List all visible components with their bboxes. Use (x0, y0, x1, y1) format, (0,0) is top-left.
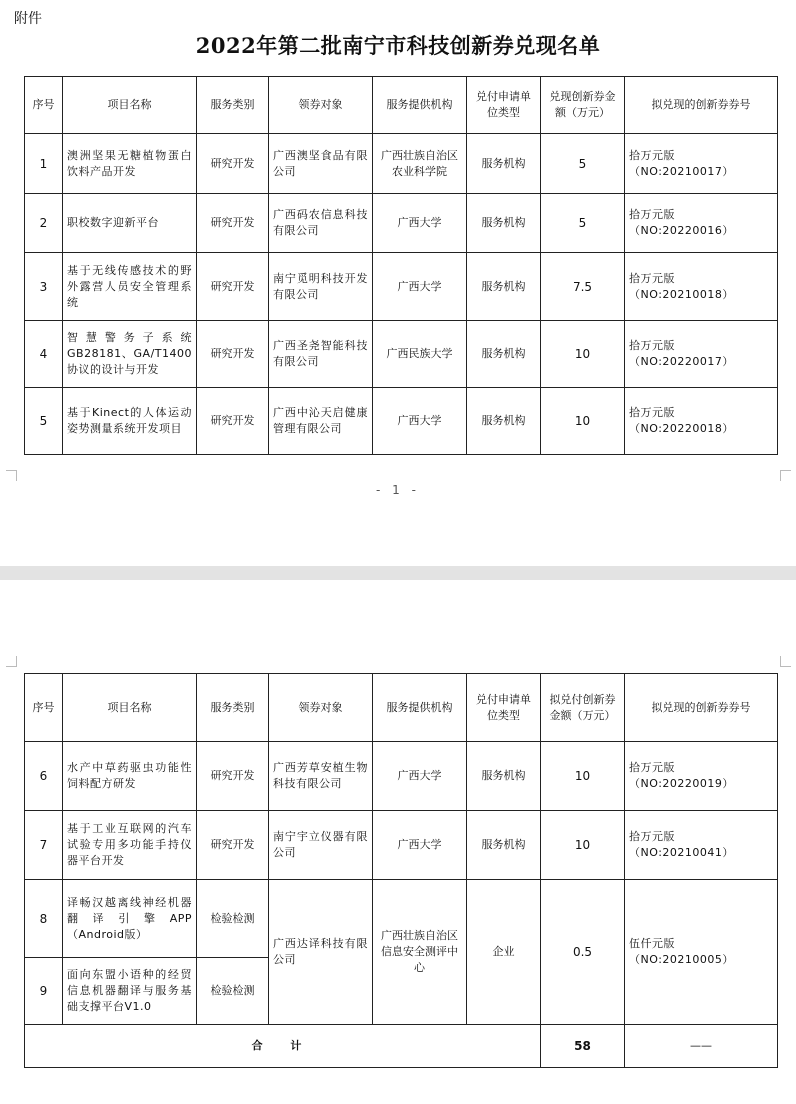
voucher-number-cell (625, 388, 778, 455)
voucher-code: （NO:20220019） (629, 777, 734, 790)
project-name-cell: 智慧警务子系统GB28181、GA/T1400协议的设计与开发 (63, 321, 197, 388)
provider-cell: 广西大学 (373, 811, 467, 880)
document-title: 2022年第二批南宁市科技创新券兑现名单 (195, 33, 601, 58)
table-header-row (25, 77, 778, 134)
voucher-name: 拾万元版 (629, 208, 675, 221)
row-no-cell: 2 (25, 194, 63, 253)
amount-cell: 10 (541, 321, 625, 388)
attachment-label: 附件 (14, 11, 42, 27)
header-unit-type: 兑付申请单位类型 (467, 77, 541, 134)
voucher-number-cell (625, 811, 778, 880)
project-name-cell: 基于工业互联网的汽车试验专用多功能手持仪器平台开发 (63, 811, 197, 880)
recipient-cell: 广西中沁天启健康管理有限公司 (269, 388, 373, 455)
header-amount: 兑现创新券金额（万元） (541, 77, 625, 134)
recipient-cell: 广西码农信息科技有限公司 (269, 194, 373, 253)
voucher-code: （NO:20220017） (629, 355, 734, 368)
table-row (25, 388, 778, 455)
recipient-cell: 广西澳坚食品有限公司 (269, 134, 373, 194)
header-amount: 拟兑付创新券金额（万元） (541, 674, 625, 742)
header-project: 项目名称 (63, 77, 197, 134)
recipient-cell: 南宁宇立仪器有限公司 (269, 811, 373, 880)
table-header-row (25, 674, 778, 742)
unit-type-cell: 服务机构 (467, 811, 541, 880)
unit-type-cell: 服务机构 (467, 321, 541, 388)
unit-type-cell: 服务机构 (467, 134, 541, 194)
voucher-number-cell (625, 253, 778, 321)
service-category-cell: 检验检测 (197, 880, 269, 958)
unit-type-cell: 服务机构 (467, 388, 541, 455)
provider-cell: 广西壮族自治区信息安全测评中心 (373, 880, 467, 1025)
document-page-2 (0, 580, 796, 1104)
total-row (25, 1025, 778, 1068)
provider-cell: 广西民族大学 (373, 321, 467, 388)
voucher-code: （NO:20210041） (629, 846, 734, 859)
service-category-cell: 研究开发 (197, 811, 269, 880)
service-category-cell: 研究开发 (197, 388, 269, 455)
unit-type-cell: 服务机构 (467, 253, 541, 321)
voucher-name: 拾万元版 (629, 148, 675, 162)
amount-cell: 5 (541, 194, 625, 253)
row-no-cell: 8 (25, 880, 63, 958)
page-number: - 1 - (376, 483, 420, 497)
crop-mark (780, 656, 791, 667)
header-project: 项目名称 (63, 674, 197, 742)
service-category-cell: 研究开发 (197, 253, 269, 321)
row-no-cell: 1 (25, 134, 63, 194)
voucher-code: （NO:20210005） (629, 953, 734, 966)
page-separator (0, 566, 796, 580)
voucher-number-cell (625, 194, 778, 253)
table-row (25, 742, 778, 811)
voucher-number-cell (625, 134, 778, 194)
table-row (25, 134, 778, 194)
voucher-code: （NO:20210017） (629, 164, 734, 178)
provider-cell: 广西大学 (373, 253, 467, 321)
table-row (25, 880, 778, 958)
header-no: 序号 (25, 77, 63, 134)
amount-cell: 0.5 (541, 880, 625, 1025)
service-category-cell: 研究开发 (197, 134, 269, 194)
table-row (25, 194, 778, 253)
voucher-code: （NO:20220016） (629, 224, 734, 237)
service-category-cell: 研究开发 (197, 742, 269, 811)
voucher-code: （NO:20220018） (629, 422, 734, 435)
voucher-name: 拾万元版 (629, 761, 675, 774)
project-name-cell: 澳洲坚果无糖植物蛋白饮料产品开发 (63, 134, 197, 194)
row-no-cell: 6 (25, 742, 63, 811)
amount-cell: 7.5 (541, 253, 625, 321)
voucher-code: （NO:20210018） (629, 287, 734, 301)
provider-cell: 广西大学 (373, 388, 467, 455)
voucher-name: 拾万元版 (629, 830, 675, 843)
row-no-cell: 4 (25, 321, 63, 388)
unit-type-cell: 服务机构 (467, 194, 541, 253)
amount-cell: 10 (541, 742, 625, 811)
project-name-cell: 基于Kinect的人体运动姿势测量系统开发项目 (63, 388, 197, 455)
service-category-cell: 研究开发 (197, 194, 269, 253)
crop-mark (6, 470, 17, 481)
header-recipient: 领券对象 (269, 77, 373, 134)
table-row (25, 253, 778, 321)
voucher-number-cell (625, 880, 778, 1025)
provider-cell: 广西大学 (373, 194, 467, 253)
recipient-cell: 南宁觅明科技开发有限公司 (269, 253, 373, 321)
total-amount-cell: 58 (541, 1025, 625, 1068)
row-no-cell: 9 (25, 958, 63, 1025)
header-no: 序号 (25, 674, 63, 742)
header-provider: 服务提供机构 (373, 674, 467, 742)
service-category-cell: 检验检测 (197, 958, 269, 1025)
header-voucher-no: 拟兑现的创新券券号 (625, 77, 778, 134)
voucher-name: 拾万元版 (629, 271, 675, 285)
voucher-name: 伍仟元版 (629, 937, 675, 950)
voucher-table-page-2 (24, 673, 778, 1068)
amount-cell: 5 (541, 134, 625, 194)
project-name-cell: 基于无线传感技术的野外露营人员安全管理系统 (63, 253, 197, 321)
project-name-cell: 职校数字迎新平台 (63, 194, 197, 253)
header-category: 服务类别 (197, 77, 269, 134)
provider-cell: 广西大学 (373, 742, 467, 811)
provider-cell: 广西壮族自治区农业科学院 (373, 134, 467, 194)
recipient-cell: 广西达译科技有限公司 (269, 880, 373, 1025)
table-row (25, 321, 778, 388)
project-name-cell: 译畅汉越离线神经机器翻译引擎APP（Android版） (63, 880, 197, 958)
amount-cell: 10 (541, 811, 625, 880)
project-name-cell: 面向东盟小语种的经贸信息机器翻译与服务基础支撑平台V1.0 (63, 958, 197, 1025)
voucher-number-cell (625, 321, 778, 388)
recipient-cell: 广西圣尧智能科技有限公司 (269, 321, 373, 388)
unit-type-cell: 企业 (467, 880, 541, 1025)
row-no-cell: 3 (25, 253, 63, 321)
voucher-number-cell (625, 742, 778, 811)
crop-mark (780, 470, 791, 481)
header-category: 服务类别 (197, 674, 269, 742)
header-unit-type: 兑付申请单位类型 (467, 674, 541, 742)
total-label-cell: 合 计 (25, 1025, 541, 1068)
amount-cell: 10 (541, 388, 625, 455)
voucher-name: 拾万元版 (629, 339, 675, 352)
unit-type-cell: 服务机构 (467, 742, 541, 811)
recipient-cell: 广西芳草安植生物科技有限公司 (269, 742, 373, 811)
table-row (25, 811, 778, 880)
header-provider: 服务提供机构 (373, 77, 467, 134)
service-category-cell: 研究开发 (197, 321, 269, 388)
voucher-table-page-1 (24, 76, 778, 455)
crop-mark (6, 656, 17, 667)
header-recipient: 领券对象 (269, 674, 373, 742)
total-voucher-cell: —— (625, 1025, 778, 1068)
voucher-name: 拾万元版 (629, 406, 675, 419)
row-no-cell: 7 (25, 811, 63, 880)
project-name-cell: 水产中草药驱虫功能性饲料配方研发 (63, 742, 197, 811)
header-voucher-no: 拟兑现的创新券券号 (625, 674, 778, 742)
row-no-cell: 5 (25, 388, 63, 455)
